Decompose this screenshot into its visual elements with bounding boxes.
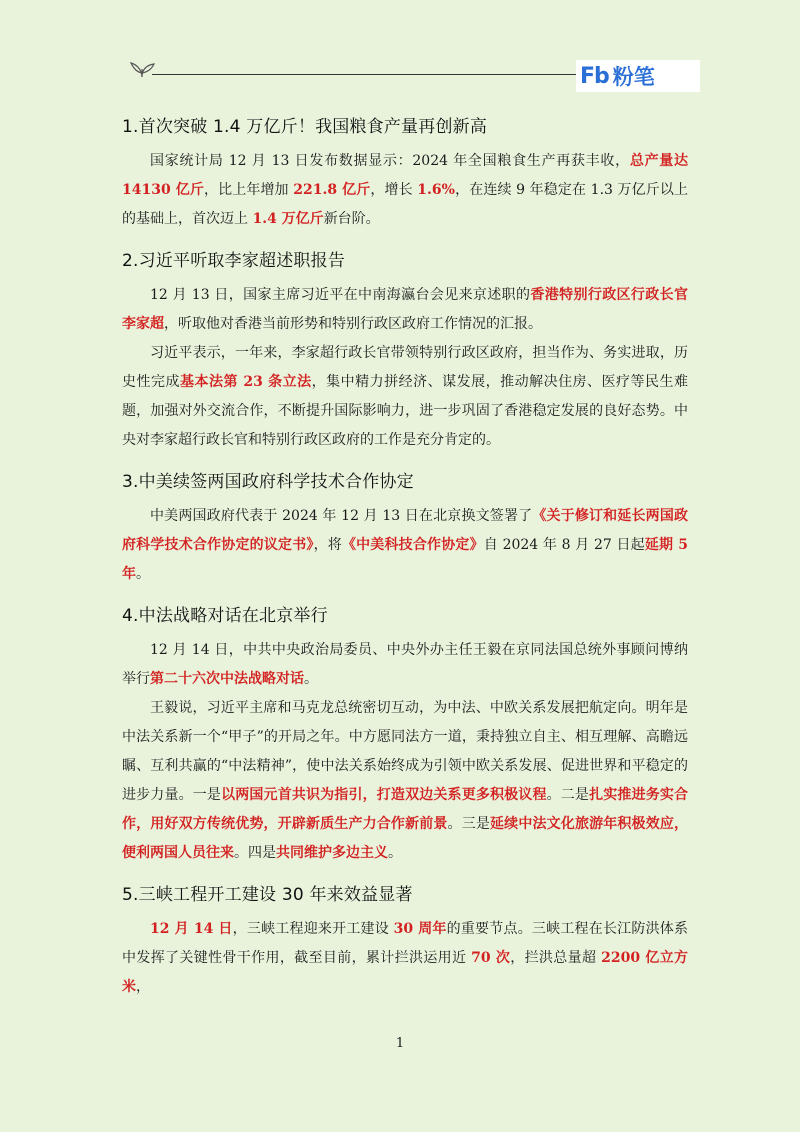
page-number: 1 — [395, 1036, 405, 1051]
body-text: 。二是 — [546, 787, 590, 803]
body-text: ，将 — [313, 537, 342, 553]
logo-text: 粉笔 — [612, 65, 655, 89]
section-title: 5.三峡工程开工建设 30 年来效益显著 — [122, 885, 413, 905]
highlight-text: 《中美科技合作协定》 — [341, 537, 484, 553]
body-text: 。四是 — [234, 845, 276, 861]
highlight-text: 《关于修订和延长两国政府科学技术合作协定的议定书》 — [122, 508, 689, 553]
highlight-text: 香港特别行政区行政长官李家超 — [122, 287, 689, 332]
body-text: 王毅说，习近平主席和马克龙总统密切互动，为中法、中欧关系发展把航定向。明年是中法关系新一个“甲子”的开局之年。中方愿同法方一道，秉持独立自主、相互理解、高瞻远瞩、互利共赢的“中法精神”，使中法关系始终成为引领中欧关系发展、促进世界和平稳定的进步力量。一是 — [122, 700, 688, 803]
fenbi-logo — [576, 60, 700, 92]
body-text: 12 月 13 日，国家主席习近平在中南海瀛台会见来京述职的 — [150, 287, 531, 303]
section-title: 3.中美续签两国政府科学技术合作协定 — [122, 472, 414, 492]
section-paragraph — [122, 502, 688, 589]
body-text: 国家统计局 12 月 13 日发布数据显示：2024 年全国粮食生产再获丰收， — [150, 153, 630, 169]
highlight-text: 延续中法文化旅游年积极效应，便利两国人员往来 — [122, 816, 689, 861]
highlight-text: 1.4 万亿斤 — [252, 211, 324, 227]
section-title: 4.中法战略对话在北京举行 — [122, 606, 328, 626]
highlight-text: 2200 亿立方米 — [122, 950, 689, 995]
body-text: 。 — [388, 845, 402, 861]
section-title: 2.习近平听取李家超述职报告 — [122, 251, 346, 271]
section-paragraph — [122, 915, 688, 1002]
highlight-text: 12 月 14 日 — [150, 921, 233, 937]
highlight-text: 30 周年 — [393, 921, 447, 937]
body-text: ，三峡工程迎来开工建设 — [232, 921, 394, 937]
leaf-icon — [128, 57, 156, 79]
section-title: 1.首次突破 1.4 万亿斤！我国粮食产量再创新高 — [122, 117, 488, 137]
logo-mark: Fb — [580, 63, 609, 89]
body-text: ，听取他对香港当前形势和特别行政区政府工作情况的汇报。 — [164, 316, 542, 332]
page-header — [0, 0, 800, 110]
section-paragraph — [122, 281, 688, 339]
body-text: 新台阶。 — [323, 211, 380, 227]
article-body — [122, 100, 688, 1002]
highlight-text: 第二十六次中法战略对话 — [150, 671, 304, 687]
body-text: 。 — [304, 671, 318, 687]
section-paragraph — [122, 147, 688, 234]
body-text: 。三是 — [447, 816, 491, 832]
body-text: 的重要节点。三峡工程在长江防洪体系中发挥了关键性骨干作用，截至目前，累计拦洪运用近 — [122, 921, 689, 966]
body-text: ， — [136, 979, 150, 995]
body-text: 习近平表示，一年来，李家超行政长官带领特别行政区政府，担当作为、务实进取，历史性完成 — [122, 345, 688, 390]
section-paragraph — [122, 636, 688, 694]
highlight-text: 扎实推进务实合作，用好双方传统优势，开辟新质生产力合作新前景 — [122, 787, 689, 832]
body-text: 中美两国政府代表于 2024 年 12 月 13 日在北京换文签署了 — [150, 508, 533, 524]
section-paragraph — [122, 339, 688, 455]
highlight-text: 以两国元首共识为指引，打造双边关系更多积极议程 — [221, 787, 547, 803]
body-text: ，比上年增加 — [203, 182, 294, 198]
body-text: ，在连续 9 年稳定在 1.3 万亿斤以上的基础上，首次迈上 — [122, 182, 688, 227]
highlight-text: 1.6% — [417, 182, 455, 198]
highlight-text: 总产量达 14130 亿斤 — [122, 153, 689, 198]
highlight-text: 共同维护多边主义 — [276, 845, 388, 861]
body-text: ，拦洪总量超 — [510, 950, 602, 966]
body-text: 12 月 14 日，中共中央政治局委员、中央外办主任王毅在京同法国总统外事顾问博纳举行 — [122, 642, 688, 687]
section-paragraph — [122, 694, 688, 868]
highlight-text: 延期 5 年 — [122, 537, 688, 582]
body-text: 。 — [136, 566, 150, 582]
body-text: 自 2024 年 8 月 27 日起 — [483, 537, 645, 553]
body-text: ，增长 — [370, 182, 418, 198]
header-rule — [152, 74, 576, 75]
highlight-text: 基本法第 23 条立法 — [179, 374, 312, 390]
highlight-text: 221.8 亿斤 — [293, 182, 371, 198]
body-text: ，集中精力拼经济、谋发展，推动解决住房、医疗等民生难题，加强对外交流合作，不断提升国际影响力，进一步巩固了香港稳定发展的良好态势。中央对李家超行政长官和特别行政区政府的工作是充分肯定的。 — [122, 374, 689, 448]
highlight-text: 70 次 — [471, 950, 511, 966]
